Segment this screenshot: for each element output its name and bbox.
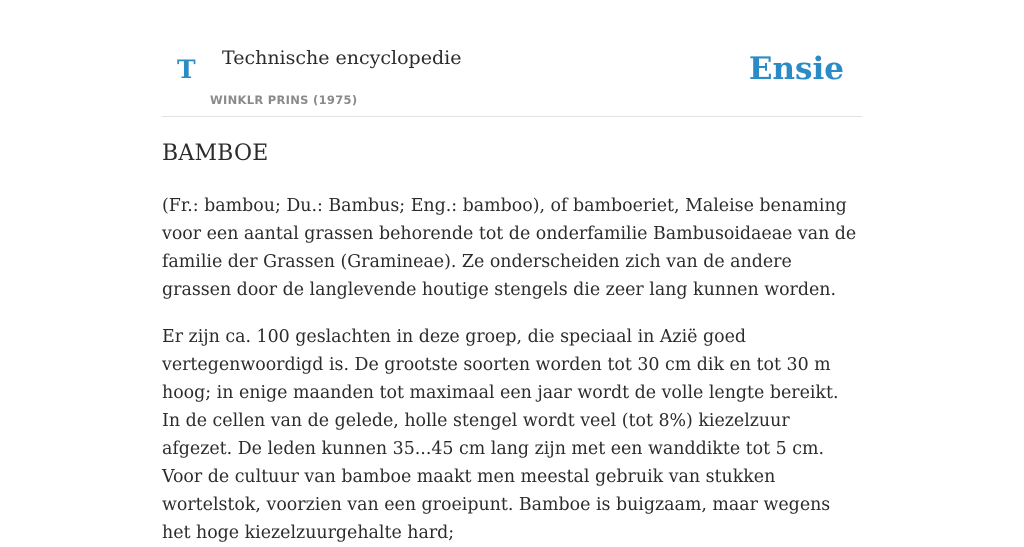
article-body bbox=[162, 138, 862, 547]
article-paragraph: Er zijn ca. 100 geslachten in deze groep, die speciaal in Azië goed vertegenwoordigd is. De grootste soorten worden tot 30 cm dik en tot 30 m hoog; in enige maanden tot maximaal een jaar wordt de volle lengte bereikt. In de cellen van de gelede, holle stengel wordt veel (tot 8%) kiezelzuur afgezet. De leden kunnen 35...45 cm lang zijn met een wanddikte tot 5 cm. Voor de cultuur van bamboe maakt men meestal gebruik van stukken wortelstok, voorzien van een groeipunt. Bamboe is buigzaam, maar wegens het hoge kiezelzuurgehalte hard; bbox=[162, 327, 839, 543]
site-header bbox=[162, 0, 862, 117]
encyclopedia-title-link[interactable]: Technische encyclopedie bbox=[222, 47, 462, 69]
article-paragraph: (Fr.: bambou; Du.: Bambus; Eng.: bamboo), of bamboeriet, Maleise benaming voor een aantal grassen behorende tot de onderfamilie Bambusoidaeae van de familie der Grassen (Gramineae). Ze onderscheiden zich van de andere grassen door de langlevende houtige stengels die zeer lang kunnen worden. bbox=[162, 196, 857, 300]
encyclopedia-source: WINKLR PRINS (1975) bbox=[210, 93, 358, 107]
encyclopedia-logo-icon[interactable]: T bbox=[177, 55, 196, 84]
brand-logo[interactable]: Ensie bbox=[748, 51, 844, 87]
article-headword: BAMBOE bbox=[162, 141, 269, 166]
